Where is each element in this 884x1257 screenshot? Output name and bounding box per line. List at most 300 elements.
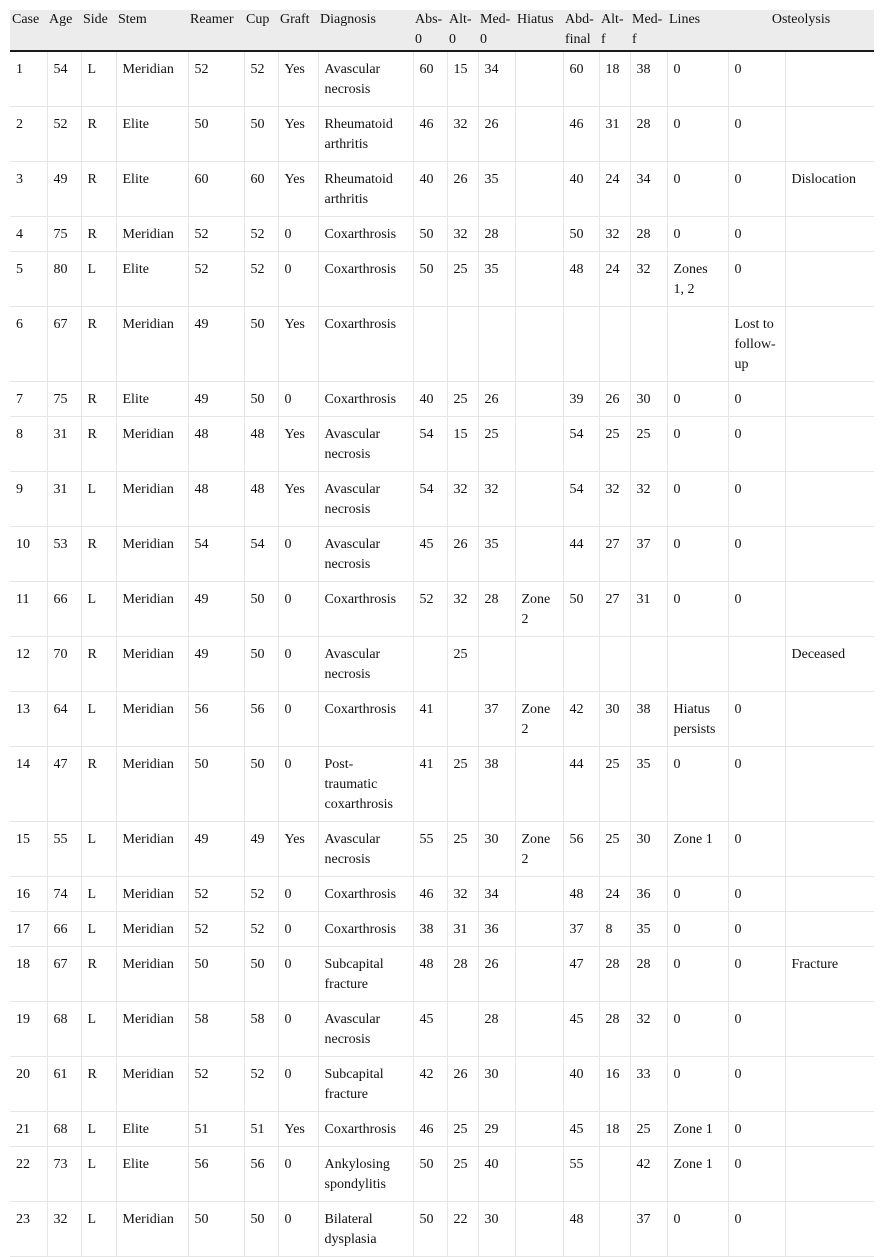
table-cell: R — [81, 107, 116, 162]
table-cell: 52 — [244, 217, 278, 252]
table-cell: 0 — [278, 912, 318, 947]
table-cell — [785, 472, 874, 527]
table-cell: 37 — [563, 912, 599, 947]
table-cell: 0 — [278, 527, 318, 582]
table-cell: 32 — [447, 107, 478, 162]
table-cell: 52 — [188, 877, 244, 912]
table-cell: Elite — [116, 1147, 188, 1202]
column-header-age: Age — [47, 10, 81, 51]
table-cell: 0 — [728, 692, 785, 747]
table-cell: 0 — [278, 637, 318, 692]
table-cell: 31 — [47, 417, 81, 472]
table-cell: 32 — [447, 472, 478, 527]
table-cell: 33 — [630, 1057, 667, 1112]
table-row — [10, 472, 874, 527]
table-cell: 0 — [728, 1057, 785, 1112]
table-cell: 55 — [413, 822, 447, 877]
table-header — [10, 10, 874, 51]
table-cell: L — [81, 822, 116, 877]
table-cell: Meridian — [116, 747, 188, 822]
table-cell: Subcapital fracture — [318, 947, 413, 1002]
table-row — [10, 107, 874, 162]
table-cell: 31 — [47, 472, 81, 527]
table-row — [10, 51, 874, 107]
table-cell: Coxarthrosis — [318, 877, 413, 912]
table-cell: Rheumatoid arthritis — [318, 162, 413, 217]
table-cell: R — [81, 417, 116, 472]
table-cell: 46 — [413, 107, 447, 162]
table-cell: 70 — [47, 637, 81, 692]
table-cell: 8 — [599, 912, 630, 947]
table-cell: 0 — [667, 472, 728, 527]
table-cell: Zone 2 — [515, 582, 563, 637]
table-cell: 30 — [478, 1057, 515, 1112]
table-cell: 50 — [413, 217, 447, 252]
table-cell — [413, 307, 447, 382]
table-cell: 64 — [47, 692, 81, 747]
table-cell: Subcapital fracture — [318, 1057, 413, 1112]
table-cell: Meridian — [116, 472, 188, 527]
table-cell: 6 — [10, 307, 47, 382]
table-cell: 52 — [188, 252, 244, 307]
table-cell: 42 — [413, 1057, 447, 1112]
table-cell: 47 — [563, 947, 599, 1002]
table-cell: 22 — [10, 1147, 47, 1202]
column-header-cup: Cup — [244, 10, 278, 51]
column-header-stem: Stem — [116, 10, 188, 51]
column-header-hiatus: Hiatus — [515, 10, 563, 51]
table-cell: 35 — [478, 162, 515, 217]
table-cell — [785, 1112, 874, 1147]
table-cell — [515, 747, 563, 822]
table-cell: 30 — [478, 822, 515, 877]
table-cell: 54 — [413, 417, 447, 472]
table-cell: 60 — [244, 162, 278, 217]
table-cell: 0 — [667, 162, 728, 217]
table-cell — [599, 1147, 630, 1202]
table-cell: Zone 1 — [667, 1112, 728, 1147]
table-cell: Avascular necrosis — [318, 417, 413, 472]
table-cell: 0 — [728, 217, 785, 252]
table-cell: 50 — [188, 747, 244, 822]
table-cell: Coxarthrosis — [318, 582, 413, 637]
table-row — [10, 162, 874, 217]
table-cell: Yes — [278, 51, 318, 107]
table-cell: 52 — [188, 51, 244, 107]
table-cell: Meridian — [116, 51, 188, 107]
table-cell: 0 — [278, 252, 318, 307]
column-header-abd-final: Abd- final — [563, 10, 599, 51]
table-cell: Bilateral dysplasia — [318, 1202, 413, 1257]
table-cell — [515, 307, 563, 382]
table-cell: Yes — [278, 1112, 318, 1147]
table-row — [10, 307, 874, 382]
table-cell: 37 — [478, 692, 515, 747]
table-cell: 38 — [630, 51, 667, 107]
table-cell — [785, 877, 874, 912]
table-cell — [785, 252, 874, 307]
table-cell: 0 — [728, 582, 785, 637]
table-cell: Yes — [278, 307, 318, 382]
table-cell: 0 — [728, 747, 785, 822]
table-cell: Lost to follow- up — [728, 307, 785, 382]
table-cell: 51 — [244, 1112, 278, 1147]
table-cell: 25 — [447, 252, 478, 307]
table-cell: 50 — [563, 217, 599, 252]
table-cell: Meridian — [116, 417, 188, 472]
table-cell: 25 — [599, 747, 630, 822]
table-cell: 24 — [599, 877, 630, 912]
table-cell: 38 — [413, 912, 447, 947]
table-cell — [515, 252, 563, 307]
table-cell: 32 — [630, 252, 667, 307]
table-cell: 56 — [244, 1147, 278, 1202]
table-cell — [785, 1002, 874, 1057]
table-cell: 21 — [10, 1112, 47, 1147]
table-cell: 18 — [599, 1112, 630, 1147]
table-cell — [515, 1202, 563, 1257]
table-cell: 26 — [599, 382, 630, 417]
table-cell: 60 — [413, 51, 447, 107]
table-cell: 32 — [47, 1202, 81, 1257]
table-cell: Meridian — [116, 637, 188, 692]
table-cell: 25 — [447, 747, 478, 822]
table-cell: 52 — [188, 217, 244, 252]
table-cell: 0 — [667, 747, 728, 822]
table-cell: R — [81, 307, 116, 382]
table-cell: 74 — [47, 877, 81, 912]
table-cell: 48 — [244, 417, 278, 472]
table-cell: 46 — [413, 1112, 447, 1147]
table-cell: 19 — [10, 1002, 47, 1057]
table-cell: 28 — [447, 947, 478, 1002]
table-cell — [785, 217, 874, 252]
table-cell — [667, 307, 728, 382]
table-cell: Coxarthrosis — [318, 912, 413, 947]
table-row — [10, 747, 874, 822]
table-cell: 31 — [599, 107, 630, 162]
table-cell: 49 — [188, 637, 244, 692]
table-cell: Yes — [278, 162, 318, 217]
table-cell: 37 — [630, 1202, 667, 1257]
table-cell — [785, 1147, 874, 1202]
table-cell — [413, 637, 447, 692]
table-cell: 35 — [478, 252, 515, 307]
table-cell: 45 — [563, 1112, 599, 1147]
table-cell: 0 — [278, 217, 318, 252]
table-cell: L — [81, 472, 116, 527]
table-cell: 32 — [447, 582, 478, 637]
table-cell: 60 — [188, 162, 244, 217]
table-cell: 25 — [447, 1112, 478, 1147]
column-header-case: Case — [10, 10, 47, 51]
table-cell — [599, 637, 630, 692]
table-cell: 36 — [630, 877, 667, 912]
table-container — [10, 10, 874, 1257]
table-cell: R — [81, 382, 116, 417]
table-cell: 26 — [478, 947, 515, 1002]
table-cell: L — [81, 912, 116, 947]
table-cell: 32 — [478, 472, 515, 527]
table-cell: 30 — [630, 822, 667, 877]
table-cell: 53 — [47, 527, 81, 582]
table-cell: 5 — [10, 252, 47, 307]
table-cell: 31 — [447, 912, 478, 947]
table-cell: 52 — [244, 912, 278, 947]
table-cell: 30 — [630, 382, 667, 417]
table-cell: 20 — [10, 1057, 47, 1112]
table-cell: 58 — [188, 1002, 244, 1057]
table-cell — [447, 692, 478, 747]
table-cell: Rheumatoid arthritis — [318, 107, 413, 162]
table-cell: Yes — [278, 822, 318, 877]
table-cell: 28 — [630, 217, 667, 252]
table-cell — [515, 527, 563, 582]
table-cell: 0 — [278, 582, 318, 637]
table-cell: 31 — [630, 582, 667, 637]
table-cell: 40 — [563, 162, 599, 217]
table-cell: Elite — [116, 162, 188, 217]
table-cell: 73 — [47, 1147, 81, 1202]
table-cell: 0 — [667, 417, 728, 472]
table-cell — [515, 472, 563, 527]
table-cell: Yes — [278, 417, 318, 472]
table-cell: 41 — [413, 692, 447, 747]
table-cell: 0 — [667, 527, 728, 582]
data-table — [10, 10, 874, 1257]
table-body — [10, 51, 874, 1257]
table-cell: 28 — [599, 947, 630, 1002]
table-cell: 26 — [447, 162, 478, 217]
table-cell: 40 — [413, 162, 447, 217]
table-cell: 60 — [563, 51, 599, 107]
table-cell: Dislocation — [785, 162, 874, 217]
table-cell — [515, 637, 563, 692]
table-cell: 38 — [478, 747, 515, 822]
table-cell — [785, 582, 874, 637]
table-cell: Yes — [278, 472, 318, 527]
column-header-diagnosis: Diagnosis — [318, 10, 413, 51]
table-cell — [785, 1202, 874, 1257]
table-cell: Coxarthrosis — [318, 692, 413, 747]
table-cell: 56 — [188, 1147, 244, 1202]
table-cell: Meridian — [116, 527, 188, 582]
table-cell: 0 — [667, 912, 728, 947]
table-cell: 0 — [278, 1002, 318, 1057]
table-cell — [630, 637, 667, 692]
table-cell: 10 — [10, 527, 47, 582]
table-cell: 50 — [244, 637, 278, 692]
table-cell: 0 — [728, 877, 785, 912]
table-row — [10, 822, 874, 877]
table-cell: Avascular necrosis — [318, 637, 413, 692]
table-cell: Elite — [116, 382, 188, 417]
table-cell — [447, 307, 478, 382]
table-cell: Elite — [116, 1112, 188, 1147]
table-cell: 45 — [413, 527, 447, 582]
table-cell: 24 — [599, 162, 630, 217]
table-cell: 48 — [563, 1202, 599, 1257]
table-cell: R — [81, 947, 116, 1002]
table-cell — [785, 107, 874, 162]
table-cell — [447, 1002, 478, 1057]
table-cell: 49 — [188, 382, 244, 417]
table-cell: 0 — [728, 51, 785, 107]
table-cell: L — [81, 1202, 116, 1257]
table-cell — [785, 692, 874, 747]
table-cell: 67 — [47, 307, 81, 382]
table-cell: 48 — [244, 472, 278, 527]
table-cell: 0 — [278, 877, 318, 912]
table-cell: 29 — [478, 1112, 515, 1147]
table-row — [10, 912, 874, 947]
table-cell — [515, 877, 563, 912]
table-cell: 0 — [728, 822, 785, 877]
column-header-alt-f: Alt- f — [599, 10, 630, 51]
table-cell: Avascular necrosis — [318, 51, 413, 107]
table-cell: 22 — [447, 1202, 478, 1257]
table-cell: Zone 2 — [515, 822, 563, 877]
table-cell: 54 — [563, 417, 599, 472]
table-cell: 54 — [188, 527, 244, 582]
table-cell: 0 — [728, 382, 785, 417]
table-cell: Post- traumatic coxarthrosis — [318, 747, 413, 822]
table-cell: Meridian — [116, 307, 188, 382]
table-cell: 0 — [667, 1202, 728, 1257]
table-cell: 0 — [667, 382, 728, 417]
table-cell: 66 — [47, 912, 81, 947]
table-cell: 28 — [599, 1002, 630, 1057]
table-cell: 32 — [599, 217, 630, 252]
table-cell: 55 — [47, 822, 81, 877]
table-cell: 54 — [47, 51, 81, 107]
table-row — [10, 1002, 874, 1057]
table-cell: 25 — [630, 417, 667, 472]
table-cell: Elite — [116, 252, 188, 307]
table-cell: 23 — [10, 1202, 47, 1257]
table-cell: 25 — [447, 822, 478, 877]
table-cell: 56 — [188, 692, 244, 747]
table-cell: Fracture — [785, 947, 874, 1002]
table-cell: L — [81, 1112, 116, 1147]
table-cell: 11 — [10, 582, 47, 637]
table-cell: 45 — [563, 1002, 599, 1057]
table-cell: Zone 1 — [667, 1147, 728, 1202]
table-cell: 46 — [413, 877, 447, 912]
table-cell: R — [81, 162, 116, 217]
table-cell: 9 — [10, 472, 47, 527]
table-cell: 0 — [728, 107, 785, 162]
table-cell: 48 — [188, 417, 244, 472]
table-cell — [515, 417, 563, 472]
table-cell: Yes — [278, 107, 318, 162]
table-cell: 36 — [478, 912, 515, 947]
table-cell: L — [81, 1002, 116, 1057]
table-cell: Ankylosing spondylitis — [318, 1147, 413, 1202]
table-cell: 80 — [47, 252, 81, 307]
table-cell: 0 — [278, 1202, 318, 1257]
table-cell: 7 — [10, 382, 47, 417]
column-header-osteolysis: Osteolysis — [728, 10, 874, 51]
table-cell: 48 — [188, 472, 244, 527]
table-cell: 50 — [413, 1147, 447, 1202]
table-cell: 50 — [244, 747, 278, 822]
table-cell: 0 — [728, 527, 785, 582]
table-cell: 42 — [630, 1147, 667, 1202]
table-cell: 15 — [447, 417, 478, 472]
table-cell: 28 — [478, 582, 515, 637]
table-cell: 14 — [10, 747, 47, 822]
table-cell: 0 — [278, 1057, 318, 1112]
table-cell: 52 — [244, 252, 278, 307]
table-cell: 45 — [413, 1002, 447, 1057]
table-cell: L — [81, 692, 116, 747]
table-cell: 0 — [728, 252, 785, 307]
table-cell — [785, 912, 874, 947]
table-cell: Zones 1, 2 — [667, 252, 728, 307]
table-row — [10, 217, 874, 252]
table-cell: Meridian — [116, 877, 188, 912]
table-cell: 25 — [447, 1147, 478, 1202]
table-cell: 8 — [10, 417, 47, 472]
table-cell — [785, 382, 874, 417]
table-row — [10, 527, 874, 582]
table-cell: L — [81, 877, 116, 912]
table-cell: 52 — [244, 1057, 278, 1112]
table-cell: L — [81, 252, 116, 307]
table-row — [10, 252, 874, 307]
table-cell — [563, 637, 599, 692]
table-cell: 51 — [188, 1112, 244, 1147]
table-cell: 38 — [630, 692, 667, 747]
table-cell: 54 — [563, 472, 599, 527]
table-cell: 30 — [599, 692, 630, 747]
table-cell: 15 — [447, 51, 478, 107]
table-cell: 27 — [599, 582, 630, 637]
table-cell: 68 — [47, 1002, 81, 1057]
table-cell: 52 — [244, 877, 278, 912]
table-cell: Coxarthrosis — [318, 217, 413, 252]
table-cell: 0 — [667, 582, 728, 637]
table-cell: 50 — [413, 252, 447, 307]
table-cell: 34 — [478, 877, 515, 912]
table-cell: Hiatus persists — [667, 692, 728, 747]
table-cell: Meridian — [116, 692, 188, 747]
table-cell: 0 — [728, 947, 785, 1002]
table-cell — [515, 947, 563, 1002]
table-row — [10, 1112, 874, 1147]
table-cell: Avascular necrosis — [318, 822, 413, 877]
table-row — [10, 1057, 874, 1112]
table-cell: 39 — [563, 382, 599, 417]
table-cell: 32 — [630, 1002, 667, 1057]
table-cell — [785, 822, 874, 877]
table-cell: Coxarthrosis — [318, 307, 413, 382]
table-cell: 28 — [478, 1002, 515, 1057]
table-cell: Meridian — [116, 947, 188, 1002]
table-cell — [478, 637, 515, 692]
table-cell: 2 — [10, 107, 47, 162]
table-cell — [515, 217, 563, 252]
table-cell: 16 — [599, 1057, 630, 1112]
table-cell: L — [81, 1147, 116, 1202]
table-cell: Meridian — [116, 217, 188, 252]
table-cell: Meridian — [116, 1002, 188, 1057]
table-cell: 0 — [278, 747, 318, 822]
table-cell: Meridian — [116, 582, 188, 637]
table-cell: 35 — [478, 527, 515, 582]
table-cell: 52 — [244, 51, 278, 107]
